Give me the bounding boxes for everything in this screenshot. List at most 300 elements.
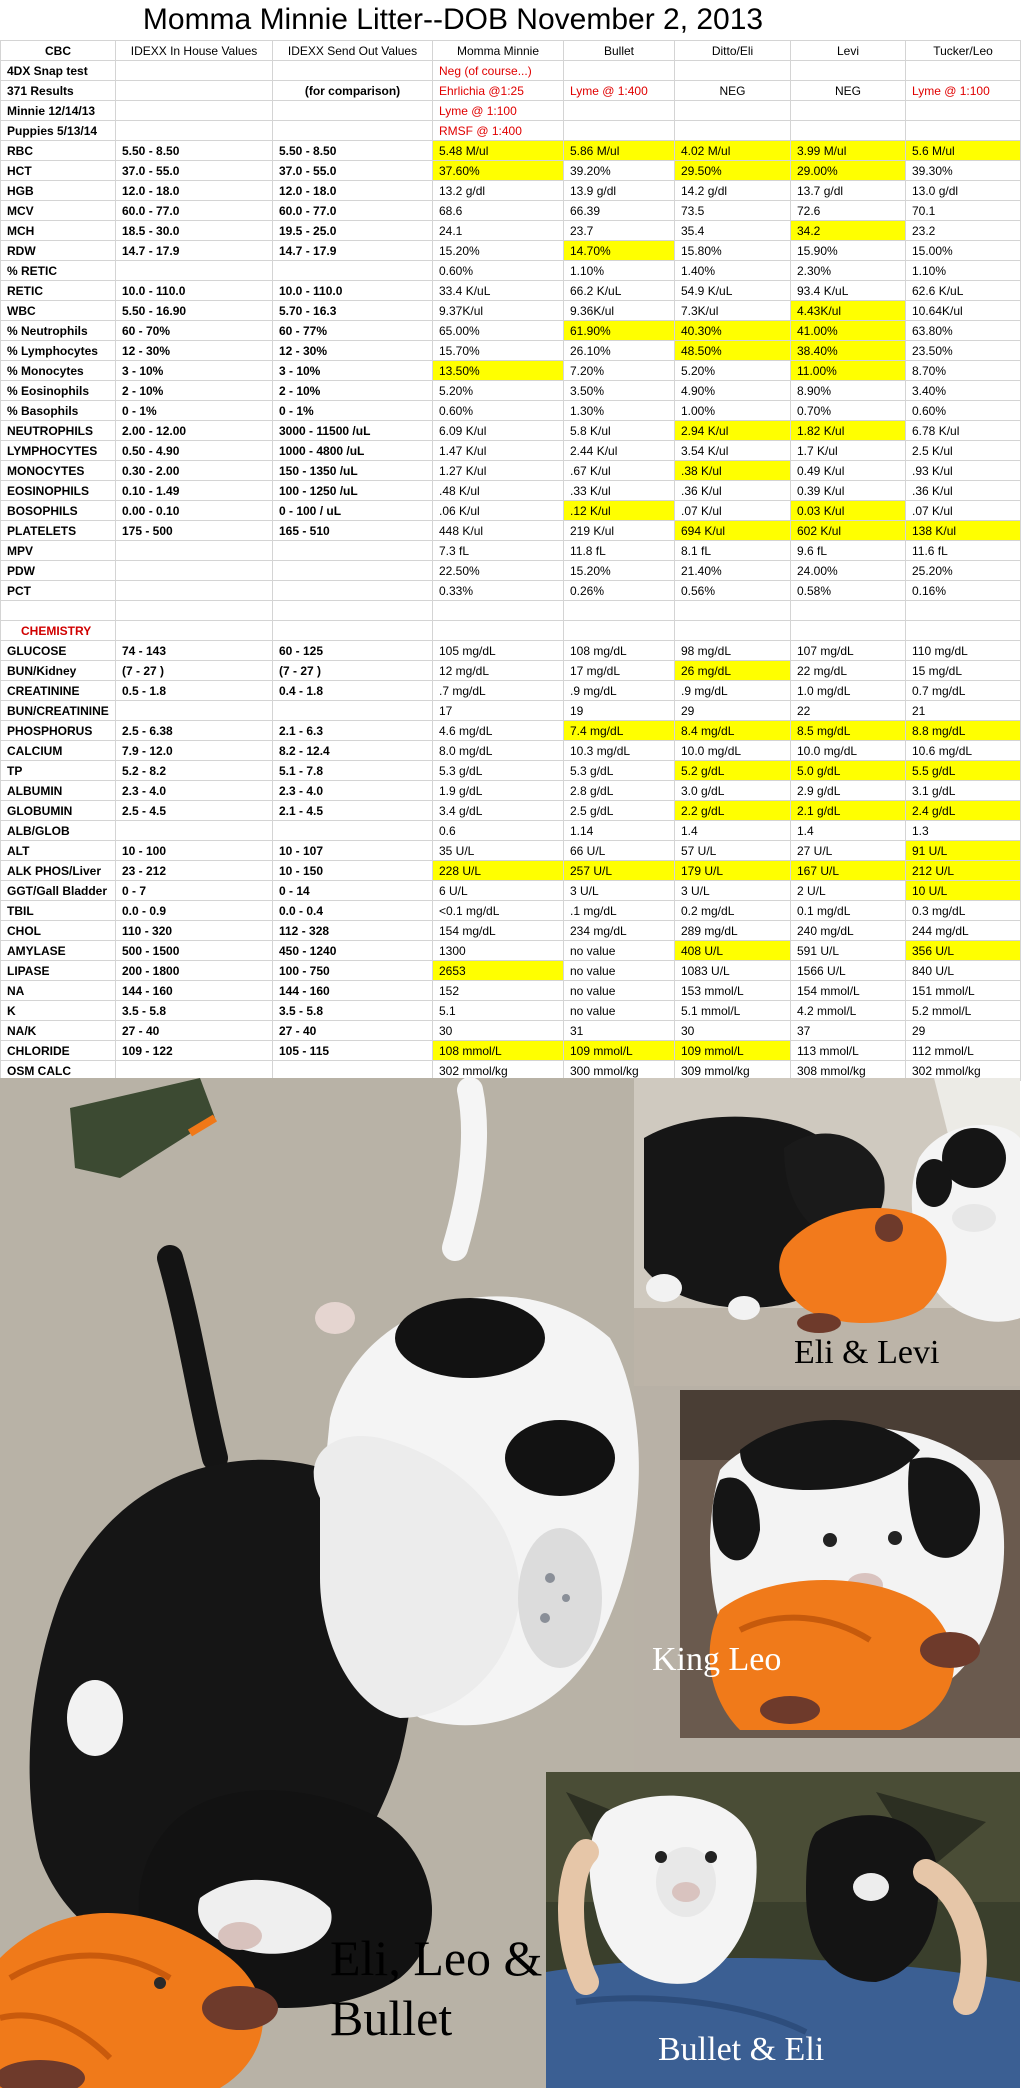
value-cell: no value: [564, 941, 675, 961]
value-cell: 5.20%: [675, 361, 791, 381]
value-cell: [791, 601, 906, 621]
value-cell: 154 mmol/L: [791, 981, 906, 1001]
table-row: [1, 361, 1021, 381]
test-name-cell: MONOCYTES: [1, 461, 116, 481]
value-cell: 12 - 30%: [116, 341, 273, 361]
value-cell: 356 U/L: [906, 941, 1021, 961]
value-cell: 1.40%: [675, 261, 791, 281]
value-cell: 27 U/L: [791, 841, 906, 861]
value-cell: 5.5 g/dL: [906, 761, 1021, 781]
value-cell: no value: [564, 961, 675, 981]
test-name-cell: BUN/Kidney: [1, 661, 116, 681]
value-cell: [273, 561, 433, 581]
value-cell: 11.6 fL: [906, 541, 1021, 561]
value-cell: 5.6 M/ul: [906, 141, 1021, 161]
table-row: [1, 741, 1021, 761]
value-cell: Ehrlichia @1:25: [433, 81, 564, 101]
value-cell: 29: [906, 1021, 1021, 1041]
table-row: [1, 301, 1021, 321]
value-cell: .12 K/ul: [564, 501, 675, 521]
value-cell: 5.0 g/dL: [791, 761, 906, 781]
table-row: [1, 521, 1021, 541]
value-cell: [791, 121, 906, 141]
value-cell: [116, 601, 273, 621]
value-cell: (7 - 27 ): [273, 661, 433, 681]
value-cell: 27 - 40: [116, 1021, 273, 1041]
test-name-cell: ALB/GLOB: [1, 821, 116, 841]
value-cell: 2.5 g/dL: [564, 801, 675, 821]
test-name-cell: 371 Results: [1, 81, 116, 101]
test-name-cell: % Basophils: [1, 401, 116, 421]
value-cell: 0.3 mg/dL: [906, 901, 1021, 921]
value-cell: 144 - 160: [273, 981, 433, 1001]
value-cell: 3.4 g/dL: [433, 801, 564, 821]
value-cell: 12.0 - 18.0: [116, 181, 273, 201]
value-cell: 5.1 - 7.8: [273, 761, 433, 781]
value-cell: 22.50%: [433, 561, 564, 581]
value-cell: 3.99 M/ul: [791, 141, 906, 161]
table-row: [1, 801, 1021, 821]
value-cell: 3000 - 11500 /uL: [273, 421, 433, 441]
value-cell: 138 K/ul: [906, 521, 1021, 541]
value-cell: 62.6 K/uL: [906, 281, 1021, 301]
value-cell: 2 U/L: [791, 881, 906, 901]
table-row: [1, 921, 1021, 941]
value-cell: 4.02 M/ul: [675, 141, 791, 161]
value-cell: 14.70%: [564, 241, 675, 261]
lab-results-table: [0, 40, 1021, 1081]
value-cell: 23.2: [906, 221, 1021, 241]
value-cell: 1083 U/L: [675, 961, 791, 981]
test-name-cell: TP: [1, 761, 116, 781]
value-cell: 2.2 g/dL: [675, 801, 791, 821]
value-cell: .9 mg/dL: [675, 681, 791, 701]
value-cell: 2.1 - 6.3: [273, 721, 433, 741]
value-cell: [906, 601, 1021, 621]
value-cell: 100 - 750: [273, 961, 433, 981]
value-cell: 15.80%: [675, 241, 791, 261]
value-cell: 60 - 77%: [273, 321, 433, 341]
value-cell: 19: [564, 701, 675, 721]
value-cell: 1.30%: [564, 401, 675, 421]
value-cell: 154 mg/dL: [433, 921, 564, 941]
value-cell: [116, 541, 273, 561]
value-cell: 300 mmol/kg: [564, 1061, 675, 1081]
value-cell: 0 - 14: [273, 881, 433, 901]
test-name-cell: NA: [1, 981, 116, 1001]
table-row: [1, 1001, 1021, 1021]
value-cell: NEG: [791, 81, 906, 101]
value-cell: .07 K/ul: [675, 501, 791, 521]
value-cell: 23.50%: [906, 341, 1021, 361]
value-cell: 151 mmol/L: [906, 981, 1021, 1001]
photo-eli-leo-bullet: [0, 1078, 634, 2088]
value-cell: [116, 701, 273, 721]
value-cell: 10 - 150: [273, 861, 433, 881]
value-cell: 3.50%: [564, 381, 675, 401]
value-cell: 21.40%: [675, 561, 791, 581]
value-cell: 302 mmol/kg: [906, 1061, 1021, 1081]
value-cell: 2.44 K/ul: [564, 441, 675, 461]
value-cell: 309 mmol/kg: [675, 1061, 791, 1081]
test-name-cell: Minnie 12/14/13: [1, 101, 116, 121]
value-cell: 11.8 fL: [564, 541, 675, 561]
value-cell: 24.1: [433, 221, 564, 241]
value-cell: 257 U/L: [564, 861, 675, 881]
test-name-cell: % Monocytes: [1, 361, 116, 381]
test-name-cell: HGB: [1, 181, 116, 201]
value-cell: 7.4 mg/dL: [564, 721, 675, 741]
value-cell: 13.7 g/dl: [791, 181, 906, 201]
value-cell: 10.0 mg/dL: [675, 741, 791, 761]
value-cell: 2.5 K/ul: [906, 441, 1021, 461]
value-cell: .07 K/ul: [906, 501, 1021, 521]
table-row: [1, 61, 1021, 81]
value-cell: 29.00%: [791, 161, 906, 181]
value-cell: 694 K/ul: [675, 521, 791, 541]
test-name-cell: PHOSPHORUS: [1, 721, 116, 741]
test-name-cell: AMYLASE: [1, 941, 116, 961]
value-cell: [675, 101, 791, 121]
value-cell: 31: [564, 1021, 675, 1041]
value-cell: 10.0 mg/dL: [791, 741, 906, 761]
value-cell: [273, 581, 433, 601]
value-cell: 11.00%: [791, 361, 906, 381]
value-cell: [273, 101, 433, 121]
value-cell: .48 K/ul: [433, 481, 564, 501]
value-cell: 17 mg/dL: [564, 661, 675, 681]
value-cell: 7.9 - 12.0: [116, 741, 273, 761]
test-name-cell: RDW: [1, 241, 116, 261]
test-name-cell: OSM CALC: [1, 1061, 116, 1081]
value-cell: [675, 601, 791, 621]
value-cell: 7.3K/ul: [675, 301, 791, 321]
value-cell: 17: [433, 701, 564, 721]
value-cell: 1.14: [564, 821, 675, 841]
value-cell: 0.60%: [906, 401, 1021, 421]
value-cell: 26 mg/dL: [675, 661, 791, 681]
value-cell: 22 mg/dL: [791, 661, 906, 681]
value-cell: 1.7 K/ul: [791, 441, 906, 461]
value-cell: 107 mg/dL: [791, 641, 906, 661]
value-cell: 2.3 - 4.0: [116, 781, 273, 801]
value-cell: 112 - 328: [273, 921, 433, 941]
value-cell: 73.5: [675, 201, 791, 221]
value-cell: [906, 101, 1021, 121]
table-row: [1, 641, 1021, 661]
test-name-cell: HCT: [1, 161, 116, 181]
value-cell: 2.5 - 4.5: [116, 801, 273, 821]
value-cell: 0 - 100 / uL: [273, 501, 433, 521]
table-row: [1, 101, 1021, 121]
value-cell: 0.50 - 4.90: [116, 441, 273, 461]
value-cell: 602 K/ul: [791, 521, 906, 541]
value-cell: 244 mg/dL: [906, 921, 1021, 941]
value-cell: 1566 U/L: [791, 961, 906, 981]
table-row: [1, 541, 1021, 561]
value-cell: 109 mmol/L: [675, 1041, 791, 1061]
value-cell: 5.50 - 8.50: [273, 141, 433, 161]
value-cell: 60 - 125: [273, 641, 433, 661]
value-cell: 10 - 100: [116, 841, 273, 861]
value-cell: 15.00%: [906, 241, 1021, 261]
value-cell: 6 U/L: [433, 881, 564, 901]
value-cell: 33.4 K/uL: [433, 281, 564, 301]
value-cell: .36 K/ul: [906, 481, 1021, 501]
test-name-cell: GGT/Gall Bladder: [1, 881, 116, 901]
table-row: [1, 761, 1021, 781]
value-cell: 0.39 K/ul: [791, 481, 906, 501]
value-cell: Lyme @ 1:400: [564, 81, 675, 101]
value-cell: 1.47 K/ul: [433, 441, 564, 461]
value-cell: [116, 621, 273, 641]
column-header: Levi: [791, 41, 906, 61]
table-row: [1, 601, 1021, 621]
table-row: [1, 181, 1021, 201]
test-name-cell: LIPASE: [1, 961, 116, 981]
value-cell: 6.09 K/ul: [433, 421, 564, 441]
value-cell: 3 - 10%: [273, 361, 433, 381]
value-cell: 153 mmol/L: [675, 981, 791, 1001]
table-row: [1, 981, 1021, 1001]
table-row: [1, 721, 1021, 741]
value-cell: 7.20%: [564, 361, 675, 381]
value-cell: [273, 601, 433, 621]
table-row: [1, 861, 1021, 881]
test-name-cell: [1, 601, 116, 621]
value-cell: 8.70%: [906, 361, 1021, 381]
table-row: [1, 941, 1021, 961]
table-row: [1, 81, 1021, 101]
value-cell: 4.43K/ul: [791, 301, 906, 321]
value-cell: 29: [675, 701, 791, 721]
value-cell: 4.6 mg/dL: [433, 721, 564, 741]
value-cell: 3 U/L: [675, 881, 791, 901]
value-cell: 500 - 1500: [116, 941, 273, 961]
value-cell: 1.00%: [675, 401, 791, 421]
value-cell: 10.0 - 110.0: [116, 281, 273, 301]
value-cell: 408 U/L: [675, 941, 791, 961]
value-cell: [791, 621, 906, 641]
value-cell: 0.56%: [675, 581, 791, 601]
test-name-cell: PCT: [1, 581, 116, 601]
table-row: [1, 821, 1021, 841]
value-cell: .67 K/ul: [564, 461, 675, 481]
value-cell: 30: [433, 1021, 564, 1041]
value-cell: 23 - 212: [116, 861, 273, 881]
value-cell: 0.2 mg/dL: [675, 901, 791, 921]
value-cell: .1 mg/dL: [564, 901, 675, 921]
value-cell: 1.9 g/dL: [433, 781, 564, 801]
test-name-cell: CHEMISTRY: [1, 621, 116, 641]
value-cell: 105 mg/dL: [433, 641, 564, 661]
value-cell: 26.10%: [564, 341, 675, 361]
value-cell: 0.1 mg/dL: [791, 901, 906, 921]
table-row: [1, 1021, 1021, 1041]
test-name-cell: CALCIUM: [1, 741, 116, 761]
value-cell: 60.0 - 77.0: [273, 201, 433, 221]
value-cell: 39.20%: [564, 161, 675, 181]
value-cell: 3.5 - 5.8: [116, 1001, 273, 1021]
value-cell: 14.7 - 17.9: [116, 241, 273, 261]
value-cell: 840 U/L: [906, 961, 1021, 981]
value-cell: 54.9 K/uL: [675, 281, 791, 301]
value-cell: 144 - 160: [116, 981, 273, 1001]
value-cell: 5.1 mmol/L: [675, 1001, 791, 1021]
test-name-cell: RETIC: [1, 281, 116, 301]
value-cell: 19.5 - 25.0: [273, 221, 433, 241]
value-cell: 3.54 K/ul: [675, 441, 791, 461]
value-cell: 0.0 - 0.9: [116, 901, 273, 921]
value-cell: [675, 61, 791, 81]
value-cell: 57 U/L: [675, 841, 791, 861]
table-row: [1, 261, 1021, 281]
value-cell: 0.58%: [791, 581, 906, 601]
value-cell: 10.3 mg/dL: [564, 741, 675, 761]
value-cell: 0.60%: [433, 401, 564, 421]
value-cell: [273, 621, 433, 641]
value-cell: 38.40%: [791, 341, 906, 361]
value-cell: 3 U/L: [564, 881, 675, 901]
value-cell: 35 U/L: [433, 841, 564, 861]
value-cell: 66.2 K/uL: [564, 281, 675, 301]
value-cell: 0.16%: [906, 581, 1021, 601]
value-cell: [273, 121, 433, 141]
value-cell: 5.3 g/dL: [433, 761, 564, 781]
test-name-cell: MPV: [1, 541, 116, 561]
column-header: Ditto/Eli: [675, 41, 791, 61]
test-name-cell: NA/K: [1, 1021, 116, 1041]
value-cell: 66 U/L: [564, 841, 675, 861]
value-cell: Neg (of course...): [433, 61, 564, 81]
value-cell: [564, 601, 675, 621]
photo-eli-levi: [634, 1078, 1020, 1386]
value-cell: 110 mg/dL: [906, 641, 1021, 661]
value-cell: 108 mg/dL: [564, 641, 675, 661]
value-cell: 3.1 g/dL: [906, 781, 1021, 801]
table-row: [1, 241, 1021, 261]
value-cell: 10.6 mg/dL: [906, 741, 1021, 761]
value-cell: 13.9 g/dl: [564, 181, 675, 201]
value-cell: 65.00%: [433, 321, 564, 341]
value-cell: 1.4: [791, 821, 906, 841]
value-cell: 27 - 40: [273, 1021, 433, 1041]
test-name-cell: ALK PHOS/Liver: [1, 861, 116, 881]
value-cell: [273, 821, 433, 841]
value-cell: NEG: [675, 81, 791, 101]
value-cell: 109 - 122: [116, 1041, 273, 1061]
value-cell: [116, 61, 273, 81]
value-cell: 15.20%: [564, 561, 675, 581]
value-cell: Lyme @ 1:100: [906, 81, 1021, 101]
value-cell: 8.90%: [791, 381, 906, 401]
value-cell: 12 mg/dL: [433, 661, 564, 681]
test-name-cell: BUN/CREATININE: [1, 701, 116, 721]
value-cell: 150 - 1350 /uL: [273, 461, 433, 481]
table-row: [1, 901, 1021, 921]
value-cell: 0 - 1%: [273, 401, 433, 421]
value-cell: 1.3: [906, 821, 1021, 841]
value-cell: 74 - 143: [116, 641, 273, 661]
value-cell: [564, 121, 675, 141]
value-cell: 0.5 - 1.8: [116, 681, 273, 701]
value-cell: 1300: [433, 941, 564, 961]
value-cell: 0.0 - 0.4: [273, 901, 433, 921]
value-cell: 228 U/L: [433, 861, 564, 881]
value-cell: 8.8 mg/dL: [906, 721, 1021, 741]
value-cell: 6.78 K/ul: [906, 421, 1021, 441]
value-cell: 448 K/ul: [433, 521, 564, 541]
value-cell: 2.8 g/dL: [564, 781, 675, 801]
value-cell: 41.00%: [791, 321, 906, 341]
value-cell: 98 mg/dL: [675, 641, 791, 661]
value-cell: 70.1: [906, 201, 1021, 221]
value-cell: 13.50%: [433, 361, 564, 381]
test-name-cell: CHLORIDE: [1, 1041, 116, 1061]
value-cell: 60 - 70%: [116, 321, 273, 341]
value-cell: 110 - 320: [116, 921, 273, 941]
value-cell: 29.50%: [675, 161, 791, 181]
value-cell: 2 - 10%: [116, 381, 273, 401]
value-cell: 7.3 fL: [433, 541, 564, 561]
table-row: [1, 321, 1021, 341]
table-row: [1, 341, 1021, 361]
value-cell: 12.0 - 18.0: [273, 181, 433, 201]
test-name-cell: K: [1, 1001, 116, 1021]
test-name-cell: PDW: [1, 561, 116, 581]
value-cell: [116, 121, 273, 141]
table-row: [1, 221, 1021, 241]
test-name-cell: BOSOPHILS: [1, 501, 116, 521]
column-header: Bullet: [564, 41, 675, 61]
value-cell: 0 - 1%: [116, 401, 273, 421]
value-cell: 0.7 mg/dL: [906, 681, 1021, 701]
test-name-cell: GLUCOSE: [1, 641, 116, 661]
table-header-row: [1, 41, 1021, 61]
value-cell: .7 mg/dL: [433, 681, 564, 701]
value-cell: 93.4 K/uL: [791, 281, 906, 301]
value-cell: 37: [791, 1021, 906, 1041]
value-cell: 2.1 - 4.5: [273, 801, 433, 821]
value-cell: 167 U/L: [791, 861, 906, 881]
caption-king-leo: King Leo: [652, 1641, 782, 1678]
value-cell: 1.82 K/ul: [791, 421, 906, 441]
value-cell: 5.2 g/dL: [675, 761, 791, 781]
value-cell: 200 - 1800: [116, 961, 273, 981]
value-cell: 0.30 - 2.00: [116, 461, 273, 481]
value-cell: 3 - 10%: [116, 361, 273, 381]
value-cell: 37.0 - 55.0: [273, 161, 433, 181]
value-cell: 2.3 - 4.0: [273, 781, 433, 801]
value-cell: 8.2 - 12.4: [273, 741, 433, 761]
table-row: [1, 281, 1021, 301]
test-name-cell: CREATININE: [1, 681, 116, 701]
value-cell: 3.5 - 5.8: [273, 1001, 433, 1021]
value-cell: 450 - 1240: [273, 941, 433, 961]
value-cell: [791, 61, 906, 81]
column-header: CBC: [1, 41, 116, 61]
value-cell: 100 - 1250 /uL: [273, 481, 433, 501]
value-cell: <0.1 mg/dL: [433, 901, 564, 921]
table-row: [1, 881, 1021, 901]
value-cell: 234 mg/dL: [564, 921, 675, 941]
value-cell: 9.6 fL: [791, 541, 906, 561]
value-cell: 1.10%: [906, 261, 1021, 281]
value-cell: 9.37K/ul: [433, 301, 564, 321]
table-row: [1, 401, 1021, 421]
column-header: IDEXX Send Out Values: [273, 41, 433, 61]
value-cell: 24.00%: [791, 561, 906, 581]
